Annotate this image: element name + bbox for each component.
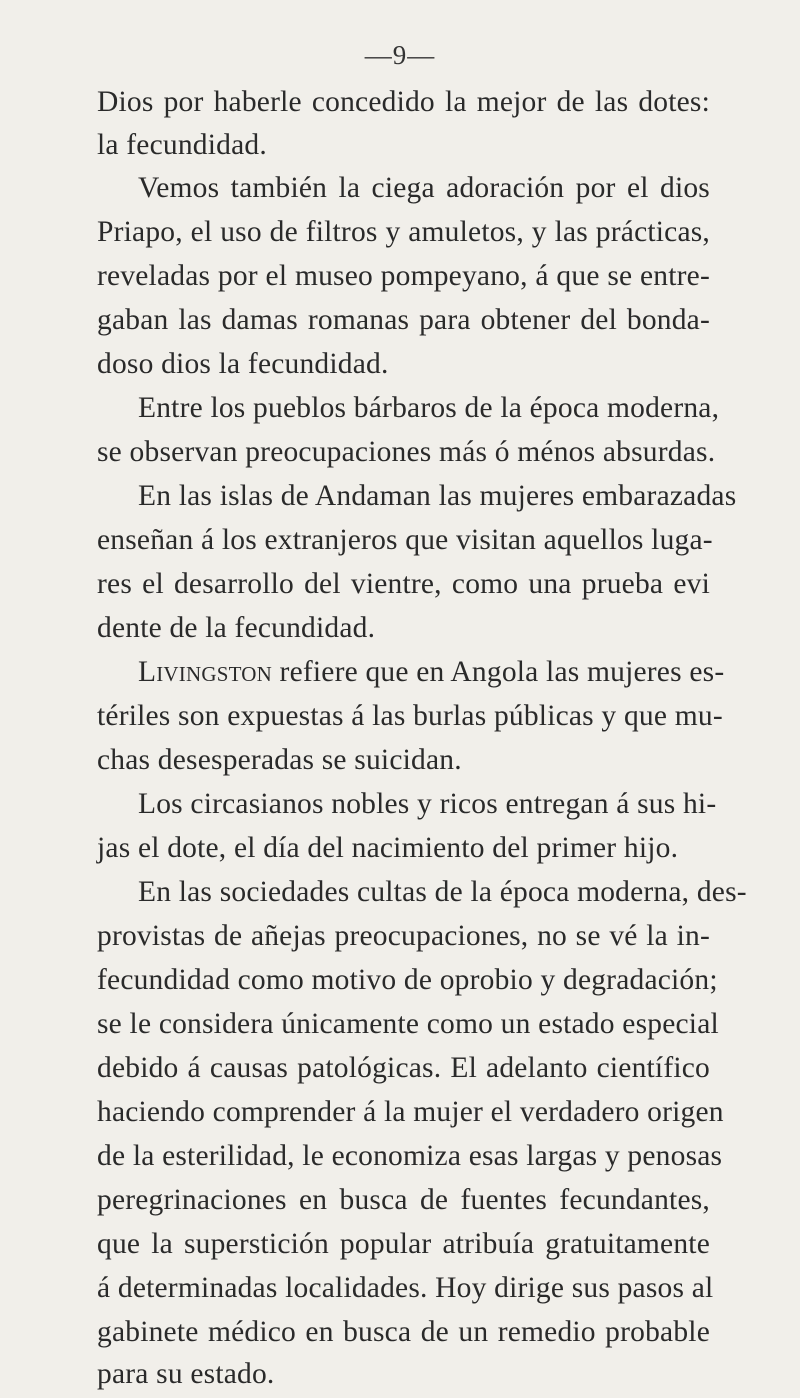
text-line: la fecundidad.	[97, 129, 267, 161]
text-line: Entre los pueblos bárbaros de la época moderna,	[138, 392, 720, 424]
text-line	[138, 652, 725, 692]
text-line: haciendo comprender á la mujer el verdadero origen	[97, 1096, 724, 1128]
text-line: Dios por haberle concedido la mejor de las dotes:	[97, 86, 710, 118]
text-line: debido á causas patológicas. El adelanto científico	[97, 1052, 710, 1084]
text-line: Priapo, el uso de filtros y amuletos, y las prácticas,	[97, 216, 710, 248]
text-fragment: refiere que en Angola las mujeres es-	[271, 656, 725, 688]
text-line: enseñan á los extranjeros que visitan aquellos luga-	[97, 524, 713, 556]
text-line: que la superstición popular atribuía gratuitamente	[97, 1228, 710, 1260]
text-line: para su estado.	[97, 1358, 275, 1390]
author-name: Livingston	[138, 656, 272, 688]
text-line: fecundidad como motivo de oprobio y degradación;	[97, 964, 718, 996]
text-line: reveladas por el museo pompeyano, á que se entre-	[97, 260, 710, 292]
text-line: dente de la fecundidad.	[97, 612, 376, 644]
page-number: —9—	[364, 40, 436, 70]
text-line: provistas de añejas preocupaciones, no se vé la in-	[97, 920, 710, 952]
text-line: peregrinaciones en busca de fuentes fecundantes,	[97, 1184, 710, 1216]
text-line: tériles son expuestas á las burlas públicas y que mu-	[97, 700, 723, 732]
text-line: res el desarrollo del vientre, como una prueba evi	[97, 568, 710, 600]
text-line: á determinadas localidades. Hoy dirige sus pasos al	[97, 1272, 714, 1304]
text-line: se le considera únicamente como un estado especial	[97, 1008, 719, 1040]
text-line: de la esterilidad, le economiza esas largas y penosas	[97, 1140, 723, 1172]
text-line: gaban las damas romanas para obtener del bonda-	[97, 304, 710, 336]
text-line: chas desesperadas se suicidan.	[97, 744, 462, 776]
text-line: jas el dote, el día del nacimiento del primer hijo.	[97, 832, 679, 864]
text-line: gabinete médico en busca de un remedio probable	[97, 1316, 710, 1348]
text-line: Los circasianos nobles y ricos entregan á sus hi-	[138, 788, 717, 820]
text-line: En las islas de Andaman las mujeres embarazadas	[138, 480, 737, 512]
text-line: doso dios la fecundidad.	[97, 348, 389, 380]
text-line: En las sociedades cultas de la época moderna, des-	[138, 876, 747, 908]
text-line: Vemos también la ciega adoración por el dios	[138, 172, 710, 204]
text-line: se observan preocupaciones más ó ménos absurdas.	[97, 436, 716, 468]
